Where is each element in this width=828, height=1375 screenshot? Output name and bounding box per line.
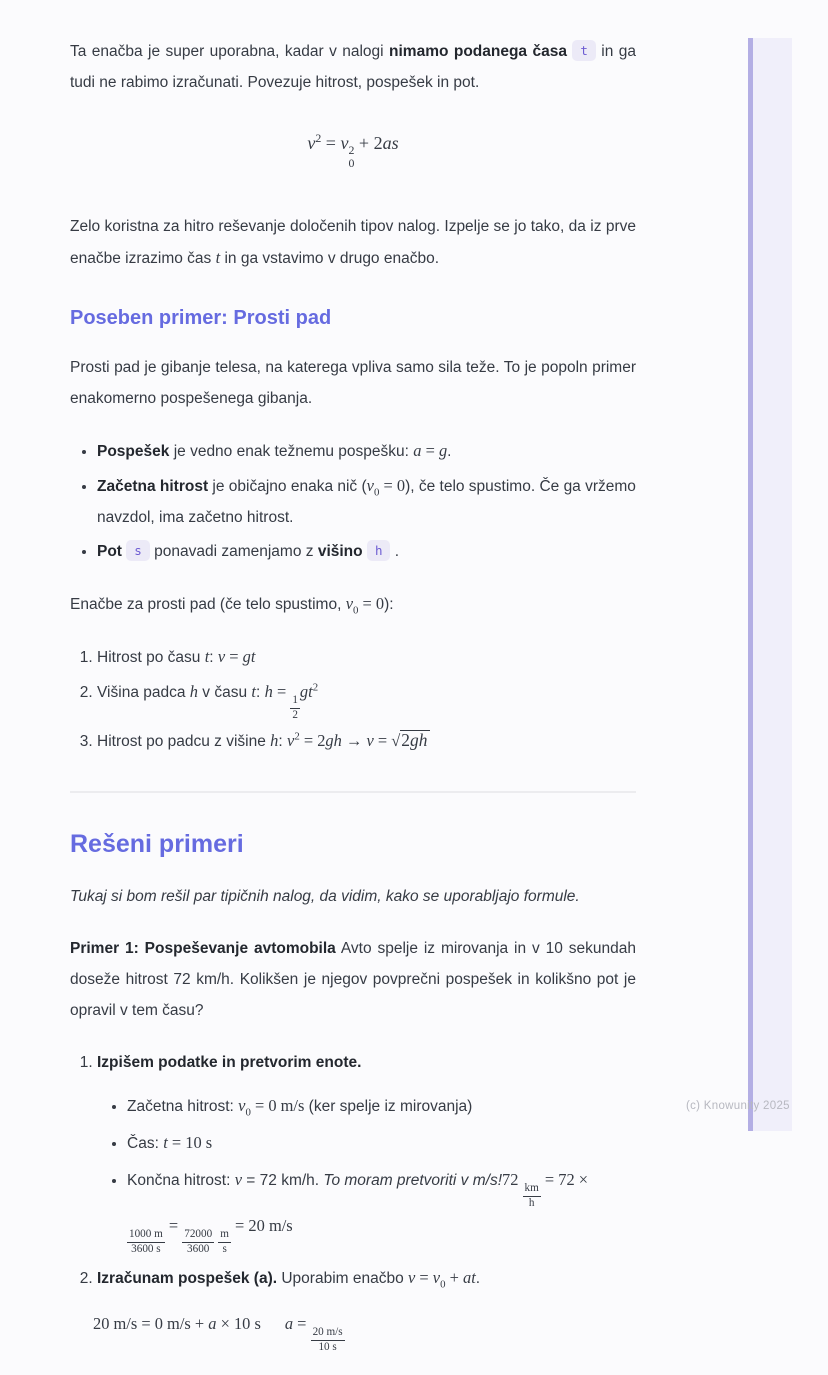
math-subscript: 0	[245, 1106, 251, 1119]
math-variable: v	[366, 731, 374, 751]
math-text: = 2	[299, 731, 326, 751]
math-variable: t	[250, 647, 256, 667]
code-chip: s	[126, 540, 150, 561]
code-chip: t	[572, 40, 596, 61]
math-fraction	[523, 1182, 541, 1210]
math-expression	[163, 1133, 212, 1152]
bold-text: Pot	[97, 543, 122, 561]
paragraph-derivation-note: Zelo koristna za hitro reševanje določenih tipov nalog. Izpelje se jo tako, da iz prve enačbe izrazimo čas t in ga vstavimo v drugo enačbo.	[70, 218, 636, 268]
fraction-numerator: 72000	[182, 1228, 214, 1242]
math-variable: g	[242, 647, 251, 667]
math-expression	[238, 1096, 305, 1119]
math-expression	[287, 731, 430, 750]
math-variable: v	[238, 1096, 246, 1116]
math-text: =	[415, 1268, 433, 1288]
list-item: • Pot s ponavadi zamenjamo z višino h .	[97, 536, 636, 567]
fraction-denominator: 3600	[187, 1242, 210, 1255]
math-text: + 2	[354, 133, 383, 153]
math-text: = 20 m/s	[230, 1216, 293, 1236]
math-subscript: 0	[373, 486, 380, 499]
math-fraction	[290, 694, 300, 722]
math-variable: g	[410, 730, 419, 751]
math-variable: a	[463, 1268, 472, 1288]
math-expression	[502, 1170, 589, 1209]
math-variable: h	[264, 682, 273, 702]
display-formula	[70, 128, 636, 169]
paragraph-equation-use: Ta enačba je super uporabna, kadar v nalogi nimamo podanega časa t in ga tudi ne rabimo izračunati. Povezuje hitrost, pospešek in pot.	[70, 36, 636, 98]
fraction-denominator: 3600 s	[131, 1242, 161, 1255]
section-heading-reseni-primeri: Rešeni primeri	[70, 830, 244, 859]
step-title	[97, 1054, 361, 1071]
math-variable: v	[345, 594, 353, 614]
math-expression	[216, 248, 221, 267]
math-text: = 0	[358, 594, 385, 614]
math-text: = 10 s	[167, 1133, 213, 1153]
math-text: =	[164, 1216, 183, 1236]
fraction-denominator: 2	[292, 708, 298, 721]
copyright-watermark: (c) Knowunity 2025	[686, 1100, 790, 1112]
math-variable: v	[307, 133, 316, 153]
math-fraction	[182, 1228, 214, 1256]
math-variable: v	[234, 1170, 242, 1190]
math-text: × 10 s	[216, 1314, 261, 1334]
math-variable: v	[217, 647, 226, 667]
fraction-numerator: 1000 m	[127, 1228, 165, 1242]
math-fraction	[218, 1228, 231, 1256]
math-variable: t	[251, 682, 256, 702]
fraction-denominator: s	[222, 1242, 227, 1255]
step-title: Izračunam pospešek (a). Uporabim enačbo $v = v_0$ + at.	[97, 1268, 481, 1291]
bold-text: Izračunam pospešek (a).	[97, 1270, 278, 1288]
math-variable: t	[308, 682, 313, 702]
math-text: = 0 m/s	[250, 1096, 305, 1116]
fraction-denominator: h	[528, 1196, 535, 1209]
math-variable: t	[215, 248, 221, 268]
document-content	[70, 36, 636, 1375]
math-text: 2	[401, 730, 410, 751]
list-item: • Končna hitrost: v = 72 km/h. To moram pretvoriti v m/s!72 $\frac{km}{h}$ = 72 × $\frac{1000 m}{3600 s}$ = $\frac{72000}{3600}$ $\frac{m}{s}$ = 20 m/s	[127, 1164, 636, 1256]
list-item: 2. Višina padca h v času t: h = $\frac{1}{2}$ $gt^2$	[97, 676, 636, 722]
bold-text: višino	[317, 543, 363, 561]
paragraph-equations-intro: Enačbe za prosti pad (če telo spustimo, $v_0 = 0$):	[70, 594, 394, 617]
fraction-numerator: 20 m/s	[311, 1326, 345, 1340]
fraction-numerator: 1	[290, 694, 300, 708]
math-subscript: 0	[348, 155, 355, 170]
math-text: = 0	[379, 476, 406, 496]
math-expression	[127, 1216, 293, 1255]
math-text: 20 m/s = 0 m/s +	[93, 1314, 209, 1334]
italic-text: Tukaj si bom rešil par tipičnih nalog, da vidim, kako se uporabljajo formule.	[70, 888, 580, 906]
math-expression	[235, 1170, 242, 1189]
free-fall-properties-list	[70, 435, 636, 567]
math-variable: a	[382, 133, 392, 153]
math-expression	[270, 731, 278, 750]
page-edge-bar	[748, 38, 792, 1131]
math-variable: v	[432, 1268, 441, 1288]
list-item: • Začetna hitrost: $v_0 = 0$ m/s (ker spelje iz mirovanja)	[127, 1090, 636, 1122]
fraction-denominator: 10 s	[318, 1340, 337, 1353]
paragraph-primer-1: Primer 1: Pospeševanje avtomobila Avto spelje iz mirovanja in v 10 sekundah doseže hitrost 72 km/h. Kolikšen je njegov povprečni pospešek in kolikšno pot je opravil v tem času?	[70, 940, 636, 1020]
section-divider	[70, 791, 636, 793]
math-expression	[366, 476, 406, 499]
math-variable: v	[340, 133, 349, 153]
math-subscript: 0	[353, 604, 359, 617]
math-variable: g	[438, 441, 448, 461]
solution-step	[97, 1047, 636, 1256]
math-expression	[408, 1268, 476, 1291]
step-equation	[93, 1308, 636, 1354]
math-expression	[251, 682, 256, 701]
math-space	[261, 1308, 285, 1339]
math-variable: v	[408, 1268, 416, 1288]
list-item: • Začetna hitrost je običajno enaka nič $(v_0 = 0)$, če telo spustimo. Če ga vržemo navzdol, ima začetno hitrost.	[97, 470, 636, 533]
radical-sign: √	[391, 731, 401, 751]
math-text: +	[445, 1268, 463, 1288]
bold-text: Primer 1: Pospeševanje avtomobila	[70, 940, 336, 958]
math-expression	[345, 594, 385, 617]
list-item: • Pospešek je vedno enak težnemu pospešku: a = g.	[97, 435, 636, 467]
code-chip: h	[367, 540, 391, 561]
math-expression	[218, 647, 256, 666]
math-text: =	[321, 133, 341, 153]
math-superscript: 2	[315, 131, 322, 145]
math-superscript: 2	[294, 730, 300, 743]
given-data-list	[97, 1090, 636, 1256]
solution-steps-list	[70, 1047, 636, 1354]
italic-text: To moram pretvoriti v m/s!	[323, 1172, 502, 1190]
bold-text: Izpišem podatke in pretvorim enote.	[97, 1054, 362, 1072]
math-text: →	[341, 731, 367, 751]
free-fall-equations-list	[70, 641, 636, 757]
math-text: = 72 ×	[540, 1170, 589, 1190]
list-item: 1. Hitrost po času t: v = gt	[97, 641, 636, 673]
math-variable: h	[333, 731, 342, 751]
math-variable: h	[270, 731, 279, 751]
solution-step	[93, 1262, 636, 1354]
math-variable: a	[284, 1314, 294, 1334]
math-variable: g	[325, 731, 334, 751]
math-variable: a	[208, 1314, 217, 1334]
math-expression	[264, 681, 319, 721]
paragraph-solved-intro	[70, 881, 636, 912]
math-text: =	[293, 1314, 311, 1334]
math-expression	[190, 682, 198, 701]
math-expression	[307, 131, 399, 170]
math-variable: t	[204, 647, 210, 667]
bold-text: Začetna hitrost	[97, 478, 209, 496]
math-variable: t	[471, 1268, 476, 1288]
math-text: =	[272, 682, 291, 702]
math-text: =	[421, 441, 439, 461]
math-text: 72	[502, 1170, 523, 1190]
fraction-numerator: m	[218, 1228, 231, 1242]
math-variable: v	[366, 476, 374, 496]
math-superscript: 2	[348, 143, 355, 158]
bold-text: Pospešek	[97, 443, 170, 461]
math-variable: h	[418, 730, 428, 751]
math-variable: a	[413, 441, 422, 461]
math-fraction	[311, 1326, 345, 1354]
math-expression	[401, 730, 427, 750]
math-expression	[93, 1314, 345, 1353]
math-subscript: 0	[440, 1278, 446, 1291]
math-superscript: 2	[312, 681, 319, 694]
math-variable: h	[189, 682, 198, 702]
bold-text: nimamo podanega časa	[389, 43, 567, 60]
math-expression	[205, 647, 210, 666]
math-variable: g	[299, 682, 309, 702]
math-text: =	[225, 647, 243, 667]
math-text: =	[373, 731, 392, 751]
math-variable: v	[287, 731, 295, 751]
fraction-numerator: km	[523, 1182, 541, 1196]
section-heading-prosti-pad: Poseben primer: Prosti pad	[70, 307, 332, 330]
paragraph-free-fall-intro: Prosti pad je gibanje telesa, na katerega vpliva samo sila teže. To je popoln primer enakomerno pospešenega gibanja.	[70, 359, 636, 408]
sqrt-body	[400, 730, 430, 750]
list-item: • Čas: t = 10 s	[127, 1127, 636, 1159]
math-variable: t	[163, 1133, 168, 1153]
list-item: 3. Hitrost po padcu z višine h: $v^2 = 2gh \to v = √2gh$	[97, 725, 636, 757]
math-expression	[413, 441, 447, 460]
math-variable: s	[391, 133, 399, 153]
math-sqrt	[391, 730, 430, 750]
math-fraction	[127, 1228, 165, 1256]
